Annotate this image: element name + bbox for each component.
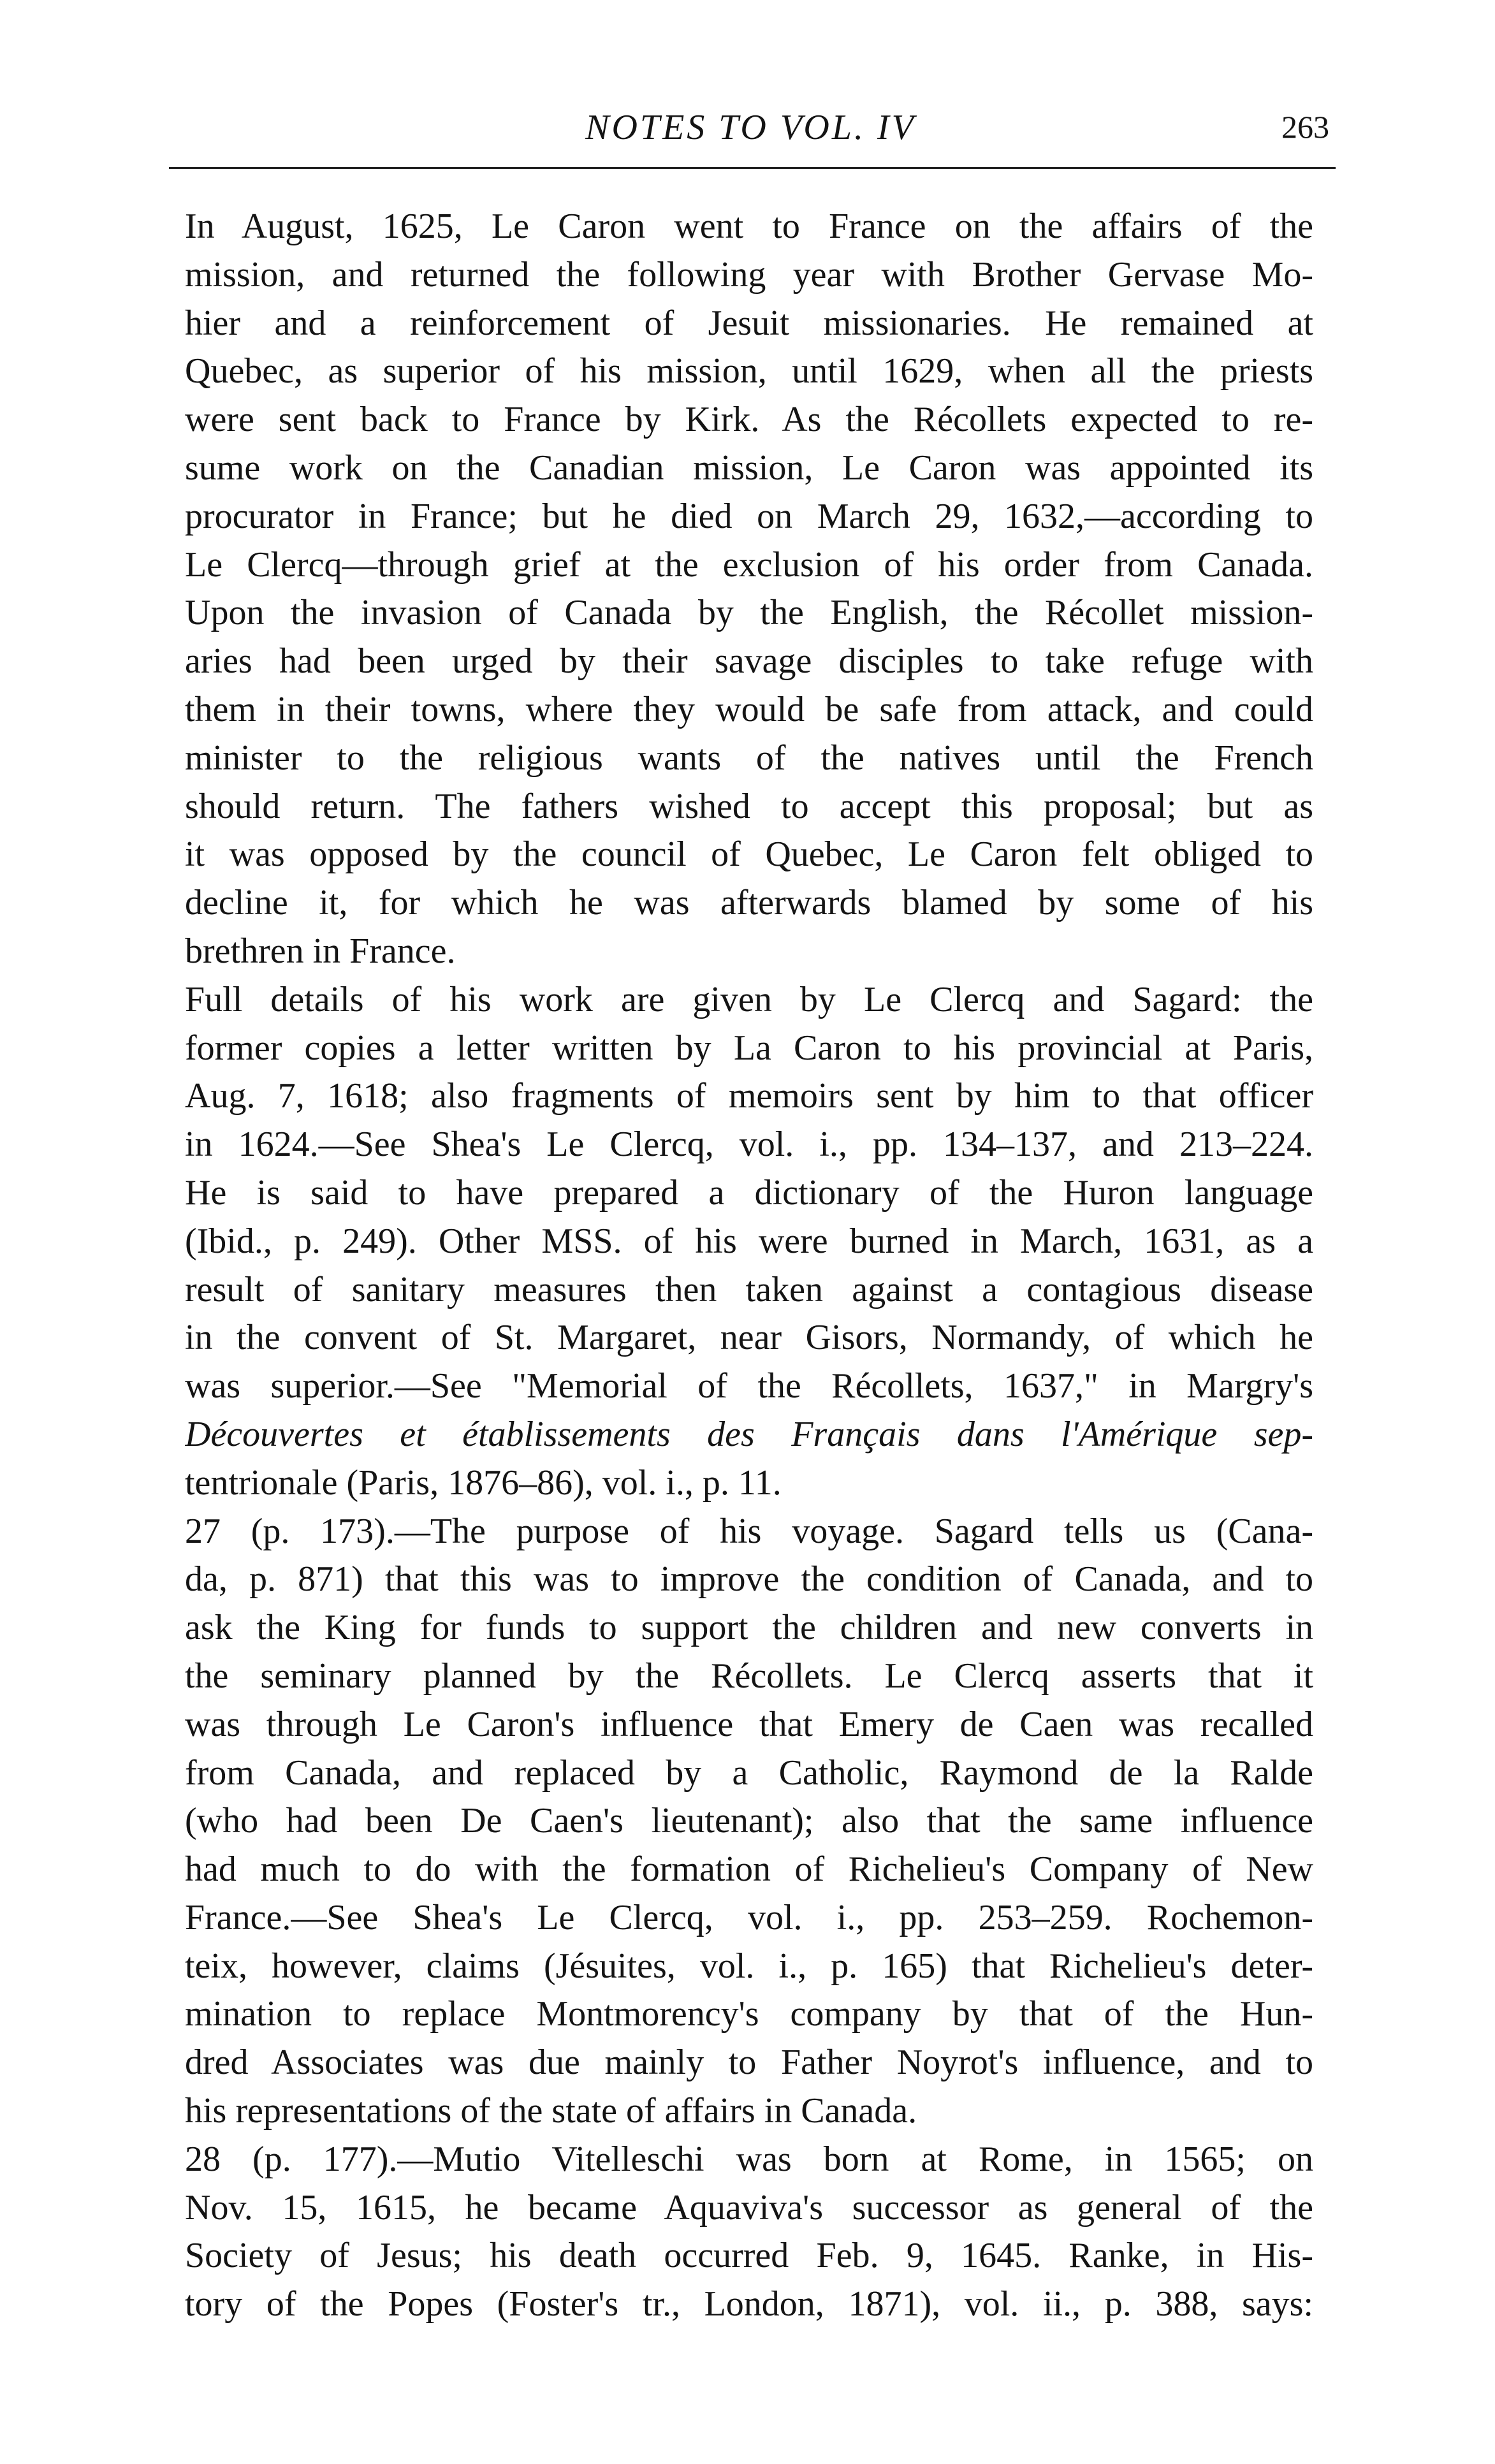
text-line: procurator in France; but he died on March 29, 1632,—according to <box>185 496 1313 536</box>
text-line: in the convent of St. Margaret, near Gisors, Normandy, of which he <box>185 1318 1313 1358</box>
text-line: minister to the religious wants of the natives until the French <box>185 738 1313 778</box>
text-line: former copies a letter written by La Caron to his provincial at Paris, <box>185 1028 1313 1068</box>
text-line: mission, and returned the following year with Brother Gervase Mo- <box>185 254 1313 295</box>
text-line: them in their towns, where they would be safe from attack, and could <box>185 689 1313 729</box>
text-line: Quebec, as superior of his mission, until 1629, when all the priests <box>185 351 1313 391</box>
text-line: in 1624.—See Shea's Le Clercq, vol. i., pp. 134–137, and 213–224. <box>185 1125 1313 1165</box>
paragraph <box>185 2136 1313 2329</box>
page-number: 263 <box>1281 109 1329 145</box>
text-line: should return. The fathers wished to accept this proposal; but as <box>185 786 1313 826</box>
text-line: In August, 1625, Le Caron went to France on the affairs of the <box>185 207 1313 246</box>
text-line: France.—See Shea's Le Clercq, vol. i., pp. 253–259. Rochemon- <box>185 1897 1313 1937</box>
running-title: NOTES TO VOL. IV <box>585 108 916 147</box>
text-line: He is said to have prepared a dictionary of the Huron language <box>185 1172 1313 1213</box>
paragraph <box>185 589 1313 975</box>
text-line: the seminary planned by the Récollets. Le Clercq asserts that it <box>185 1656 1313 1696</box>
paragraph <box>185 976 1313 1508</box>
text-line: brethren in France. <box>185 931 456 971</box>
text-line: decline it, for which he was afterwards blamed by some of his <box>185 883 1313 923</box>
running-header <box>172 107 1329 158</box>
text-line: ask the King for funds to support the children and new converts in <box>185 1608 1313 1648</box>
text-line: had much to do with the formation of Richelieu's Company of New <box>185 1849 1313 1890</box>
text-line: 28 (p. 177).—Mutio Vitelleschi was born at Rome, in 1565; on <box>185 2139 1313 2179</box>
text-line: was through Le Caron's influence that Emery de Caen was recalled <box>185 1704 1313 1744</box>
text-line: hier and a reinforcement of Jesuit missionaries. He remained at <box>185 303 1313 343</box>
text-line: Nov. 15, 1615, he became Aquaviva's successor as general of the <box>185 2187 1313 2227</box>
text-line: 27 (p. 173).—The purpose of his voyage. Sagard tells us (Cana- <box>185 1511 1313 1551</box>
text-line: (who had been De Caen's lieutenant); also that the same influence <box>185 1801 1313 1841</box>
body-text <box>185 203 1313 2329</box>
text-line: dred Associates was due mainly to Father Noyrot's influence, and to <box>185 2043 1313 2083</box>
text-line: sume work on the Canadian mission, Le Caron was appointed its <box>185 448 1313 488</box>
text-line: his representations of the state of affairs in Canada. <box>185 2091 917 2131</box>
text-line: aries had been urged by their savage disciples to take refuge with <box>185 641 1313 682</box>
text-line: Le Clercq—through grief at the exclusion of his order from Canada. <box>185 544 1313 585</box>
text-line: (Ibid., p. 249). Other MSS. of his were burned in March, 1631, as a <box>185 1221 1313 1261</box>
text-line: result of sanitary measures then taken against a contagious disease <box>185 1269 1313 1309</box>
text-line: tentrionale (Paris, 1876–86), vol. i., p. 11. <box>185 1462 782 1503</box>
text-line: it was opposed by the council of Quebec, Le Caron felt obliged to <box>185 835 1313 875</box>
text-line: was superior.—See "Memorial of the Récollets, 1637," in Margry's <box>185 1366 1313 1406</box>
text-line: Découvertes et établissements des Français dans l'Amérique sep- <box>185 1414 1313 1454</box>
text-line: were sent back to France by Kirk. As the Récollets expected to re- <box>185 400 1313 440</box>
paragraph <box>185 1508 1313 2136</box>
text-line: Full details of his work are given by Le Clercq and Sagard: the <box>185 979 1313 1019</box>
text-line: Upon the invasion of Canada by the English, the Récollet mission- <box>185 593 1313 633</box>
text-line: from Canada, and replaced by a Catholic, Raymond de la Ralde <box>185 1753 1313 1793</box>
text-line: teix, however, claims (Jésuites, vol. i., p. 165) that Richelieu's deter- <box>185 1946 1313 1986</box>
text-line: da, p. 871) that this was to improve the condition of Canada, and to <box>185 1559 1313 1600</box>
text-line: Society of Jesus; his death occurred Feb. 9, 1645. Ranke, in His- <box>185 2236 1313 2276</box>
text-line: tory of the Popes (Foster's tr., London, 1871), vol. ii., p. 388, says: <box>185 2284 1313 2324</box>
header-rule <box>169 167 1336 169</box>
text-line: Aug. 7, 1618; also fragments of memoirs sent by him to that officer <box>185 1076 1313 1116</box>
text-line: mination to replace Montmorency's company by that of the Hun- <box>185 1994 1313 2034</box>
paragraph <box>185 203 1313 589</box>
